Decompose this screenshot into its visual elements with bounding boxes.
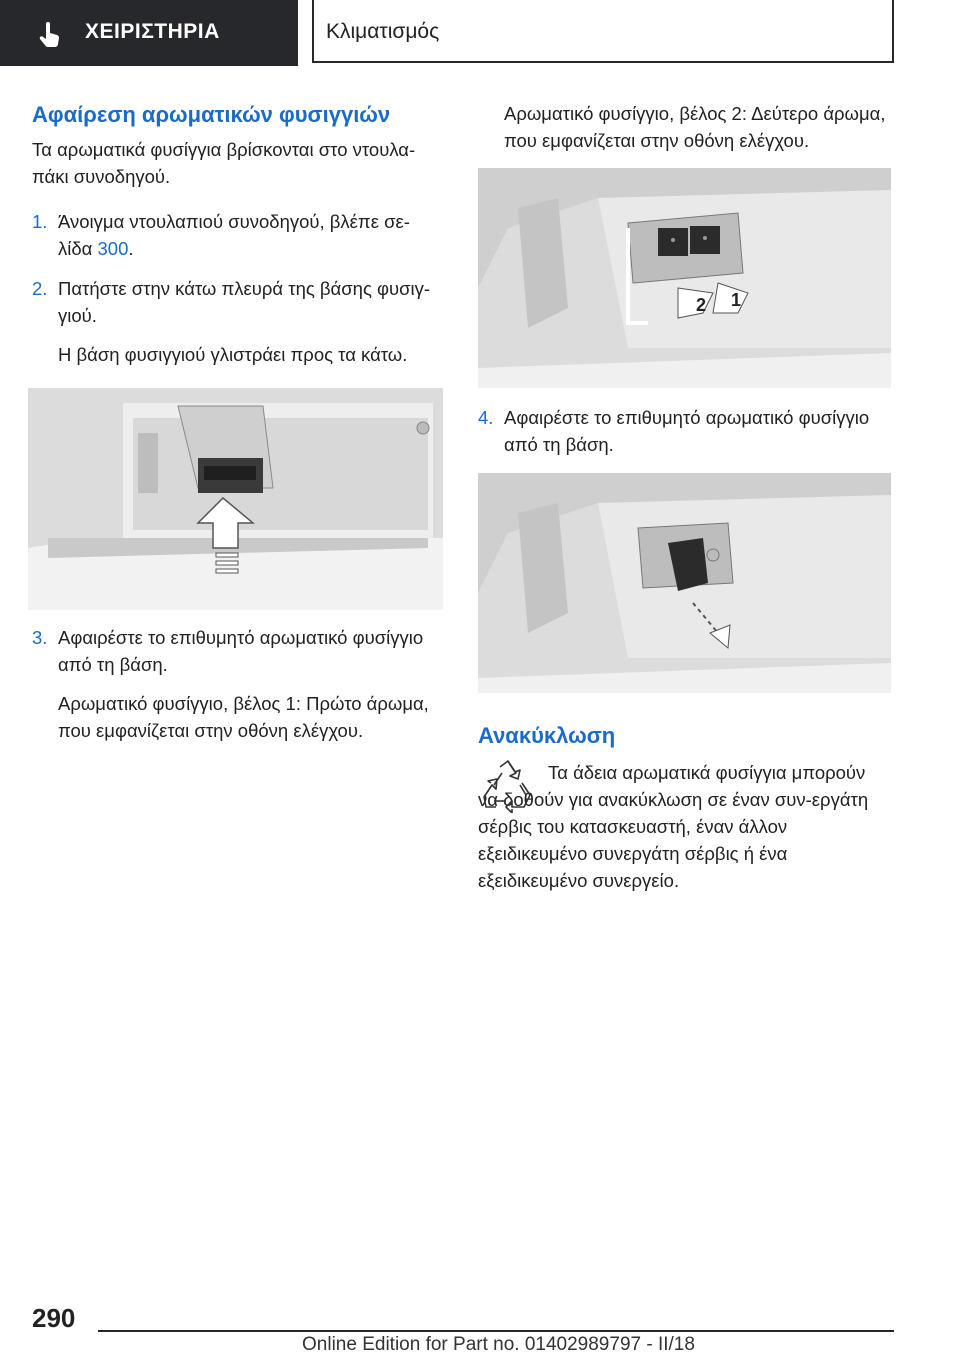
step-note: Αρωματικό φυσίγγιο, βέλος 1: Πρώτο άρωμα, που εμφανίζεται στην οθόνη ελέγχου. bbox=[58, 693, 429, 741]
header-section bbox=[312, 0, 894, 63]
recycling-block bbox=[478, 759, 890, 894]
step-4 bbox=[478, 404, 890, 458]
glovebox-illustration bbox=[28, 388, 443, 610]
section-title: Κλιματισμός bbox=[326, 20, 440, 43]
recycling-text: Τα άδεια αρωματικά φυσίγγια μπορούν να δοθούν για ανακύκλωση σε έναν συν-εργάτη σέρβις του κατασκευαστή, έναν άλλον εξειδικευμένο συνεργάτη σέρβις ή ένα εξειδικευμένο συνεργείο. bbox=[478, 762, 869, 891]
footer-divider bbox=[98, 1330, 894, 1332]
step-number: 3. bbox=[32, 627, 48, 648]
step-number: 1. bbox=[32, 211, 48, 232]
step-1: 1. Άνοιγμα ντουλαπιού συνοδηγού, βλέπε σε-λίδα 300. bbox=[32, 208, 444, 262]
step-text: Αφαιρέστε το επιθυμητό αρωματικό φυσίγγιο από τη βάση. bbox=[58, 627, 424, 675]
step-2 bbox=[32, 275, 444, 368]
header-tab-label: ΧΕΙΡΙΣΤΗΡΙΑ bbox=[85, 20, 220, 43]
pointing-hand-icon bbox=[38, 22, 62, 48]
step-number: 2. bbox=[32, 278, 48, 299]
figure-remove-cartridge bbox=[478, 473, 891, 693]
cartridge-removal-illustration bbox=[478, 473, 891, 693]
right-column bbox=[478, 100, 890, 894]
footer-edition: Online Edition for Part no. 01402989797 - II/18 bbox=[302, 1334, 695, 1355]
header-tab[interactable] bbox=[0, 0, 298, 66]
recycle-icon bbox=[482, 759, 534, 813]
step-number: 4. bbox=[478, 407, 494, 428]
step-text: Άνοιγμα ντουλαπιού συνοδηγού, βλέπε σε-λίδα bbox=[58, 211, 410, 259]
page-link[interactable]: 300 bbox=[97, 238, 129, 259]
figure-press-holder bbox=[28, 388, 443, 610]
page-number: 290 bbox=[32, 1303, 76, 1333]
continuation-note: Αρωματικό φυσίγγιο, βέλος 2: Δεύτερο άρωμα, που εμφανίζεται στην οθόνη ελέγχου. bbox=[504, 103, 886, 151]
step-note: Η βάση φυσιγγιού γλιστράει προς τα κάτω. bbox=[58, 344, 408, 365]
step-text: Αφαιρέστε το επιθυμητό αρωματικό φυσίγγιο από τη βάση. bbox=[504, 407, 870, 455]
arrow-label-2: 2 bbox=[696, 295, 707, 315]
left-column bbox=[32, 100, 444, 744]
step-text: Πατήστε στην κάτω πλευρά της βάσης φυσιγ-γιού. bbox=[58, 278, 431, 326]
figure-arrows-1-2 bbox=[478, 168, 891, 388]
recycling-heading: Ανακύκλωση bbox=[478, 723, 616, 748]
section-heading: Αφαίρεση αρωματικών φυσιγγιών bbox=[32, 102, 391, 127]
cartridge-holder-illustration bbox=[478, 168, 891, 388]
arrow-label-1: 1 bbox=[731, 290, 742, 310]
step-3 bbox=[32, 624, 444, 744]
intro-paragraph: Τα αρωματικά φυσίγγια βρίσκονται στο ντουλα-πάκι συνοδηγού. bbox=[32, 139, 416, 187]
